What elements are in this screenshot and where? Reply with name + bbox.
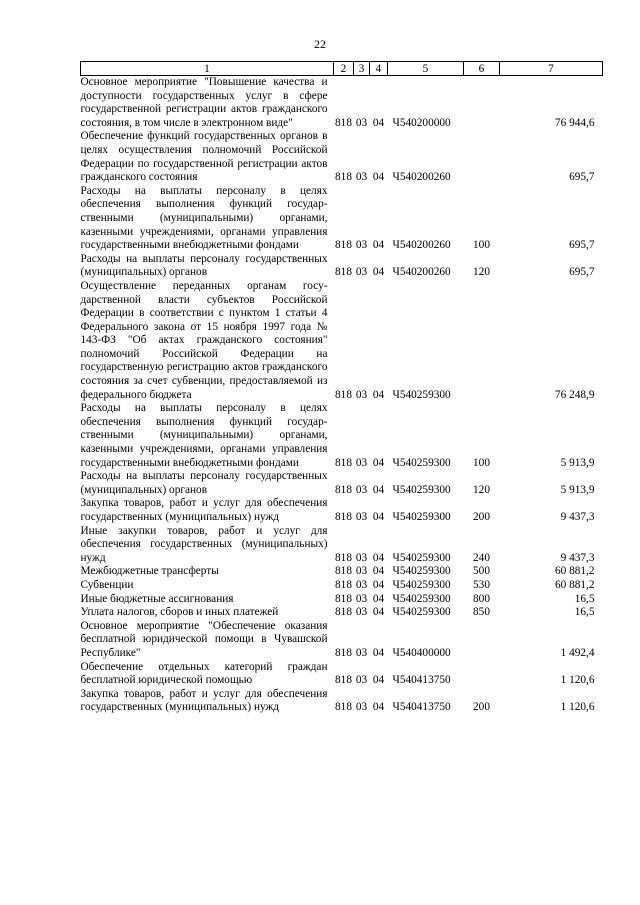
row-vr — [464, 76, 500, 131]
row-csr: Ч540259300 — [392, 483, 451, 496]
row-name: Осуществление переданных органам государственной власти субъектов Российской Федерации в соответствии с пунктом 1 статьи 4 Федерального закона от 15 ноября 1997 года № 143-ФЗ "Об актах гражданского состояния" полномочий Российской Федерации на государственную регистрацию актов гражданского состояния за счет субвенции, предоставляемой из федерального бюджета — [80, 279, 328, 401]
row-pr: 04 — [372, 511, 385, 523]
row-vr — [464, 661, 500, 688]
row-name: Субвенции — [80, 578, 134, 591]
row-sum: 695,7 — [569, 171, 595, 184]
table-row — [81, 620, 603, 661]
row-sum: 695,7 — [569, 239, 595, 252]
row-gr: 818 — [335, 239, 352, 252]
row-rz: 03 — [355, 511, 368, 523]
table-row — [81, 76, 603, 131]
row-rz: 03 — [355, 674, 368, 687]
row-pr: 04 — [372, 592, 385, 605]
row-name: Обеспечение отдельных категорий граждан бесплатной юридической помощью — [80, 660, 328, 687]
row-name: Межбюджетные трансферты — [80, 565, 219, 578]
row-sum: 60 881,2 — [554, 565, 595, 578]
header-cell: 1 — [81, 62, 334, 76]
row-pr: 04 — [372, 606, 385, 619]
table-row — [81, 402, 603, 470]
table-row — [81, 185, 603, 253]
row-rz: 03 — [355, 456, 368, 469]
header-cell: 3 — [354, 62, 370, 76]
row-name: Расходы на выплаты персоналу в целях обеспечения выполнения функций государственными (муниципальными) органами, казенными учреждениями, органами управления государственными внебюджетными фондами — [80, 402, 328, 469]
row-pr: 04 — [372, 483, 385, 496]
row-vr: 200 — [473, 511, 490, 523]
row-gr: 818 — [335, 646, 352, 659]
table-row — [81, 579, 603, 593]
row-rz: 03 — [355, 388, 368, 401]
row-sum: 60 881,2 — [554, 578, 595, 591]
row-rz: 03 — [355, 266, 368, 279]
row-gr: 818 — [335, 701, 352, 714]
row-pr: 04 — [372, 646, 385, 659]
row-csr: Ч540413750 — [392, 701, 451, 714]
row-csr: Ч540259300 — [392, 606, 451, 619]
table-row — [81, 661, 603, 688]
table-row — [81, 593, 603, 607]
row-gr: 818 — [335, 606, 352, 619]
row-rz: 03 — [355, 171, 368, 184]
row-csr: Ч540200260 — [392, 171, 451, 184]
table-row — [81, 688, 603, 715]
table-row — [81, 606, 603, 620]
row-rz: 03 — [355, 592, 368, 605]
table-row — [81, 253, 603, 280]
row-name: Иные закупки товаров, работ и услуг для обеспечения государственных (муниципальных) нужд — [80, 524, 328, 564]
row-name: Расходы на выплаты персоналу в целях обеспечения выполнения функций государственными (муниципальными) органами, казенными учреждениями, органами управления государственными внебюджетными фондами — [80, 184, 328, 252]
row-rz: 03 — [355, 606, 368, 619]
row-rz: 03 — [355, 646, 368, 659]
table-row — [81, 130, 603, 184]
row-sum: 1 120,6 — [560, 674, 595, 687]
row-rz: 03 — [355, 701, 368, 714]
row-pr: 04 — [372, 388, 385, 401]
row-sum: 76 248,9 — [554, 388, 595, 401]
row-vr — [464, 280, 500, 402]
row-name: Основное мероприятие "Обеспечение оказания бесплатной юридической помощи в Чувашской Республике" — [80, 619, 328, 659]
row-sum: 5 913,9 — [560, 483, 595, 496]
row-csr: Ч540259300 — [392, 388, 451, 401]
row-pr: 04 — [372, 565, 385, 578]
page-number: 22 — [314, 37, 326, 51]
row-pr: 04 — [372, 578, 385, 591]
row-vr: 500 — [473, 565, 490, 578]
row-rz: 03 — [355, 239, 368, 252]
header-cell: 6 — [464, 62, 500, 76]
row-pr: 04 — [372, 266, 385, 279]
row-sum: 16,5 — [574, 606, 595, 619]
row-csr: Ч540200000 — [392, 116, 451, 129]
row-vr: 100 — [473, 239, 490, 252]
header-row — [81, 62, 603, 76]
row-csr: Ч540413750 — [392, 674, 451, 687]
budget-table — [80, 61, 603, 715]
row-sum: 9 437,3 — [560, 511, 595, 523]
table-row — [81, 565, 603, 579]
table-row — [81, 525, 603, 566]
row-vr: 120 — [473, 483, 490, 496]
table-body — [81, 76, 603, 715]
header-cell: 7 — [500, 62, 603, 76]
table-row — [81, 497, 603, 524]
row-vr: 120 — [473, 266, 490, 279]
header-cell: 5 — [388, 62, 464, 76]
row-csr: Ч540259300 — [392, 511, 451, 523]
row-rz: 03 — [355, 565, 368, 578]
header-cell: 2 — [334, 62, 354, 76]
row-csr: Ч540259300 — [392, 578, 451, 591]
row-pr: 04 — [372, 239, 385, 252]
row-csr: Ч540200260 — [392, 239, 451, 252]
row-gr: 818 — [335, 388, 352, 401]
row-gr: 818 — [335, 116, 352, 129]
row-gr: 818 — [335, 483, 352, 496]
row-sum: 5 913,9 — [560, 456, 595, 469]
row-vr — [464, 130, 500, 184]
row-gr: 818 — [335, 565, 352, 578]
row-name: Закупка товаров, работ и услуг для обеспечения государственных (муниципальных) нужд — [80, 687, 328, 714]
row-pr: 04 — [372, 171, 385, 184]
row-vr: 200 — [473, 701, 490, 714]
row-gr: 818 — [335, 266, 352, 279]
row-pr: 04 — [372, 674, 385, 687]
row-name: Закупка товаров, работ и услуг для обеспечения государственных (муниципальных) нужд — [80, 497, 328, 523]
header-cell: 4 — [370, 62, 388, 76]
row-name: Иные бюджетные ассигнования — [80, 592, 234, 605]
table-row — [81, 280, 603, 402]
row-pr: 04 — [372, 456, 385, 469]
row-name: Уплата налогов, сборов и иных платежей — [80, 606, 279, 619]
row-gr: 818 — [335, 171, 352, 184]
row-vr: 800 — [473, 592, 490, 605]
row-name: Расходы на выплаты персоналу государственных (муниципальных) органов — [80, 470, 328, 496]
row-rz: 03 — [355, 483, 368, 496]
row-gr: 818 — [335, 511, 352, 523]
row-csr: Ч540200260 — [392, 266, 451, 279]
row-gr: 818 — [335, 456, 352, 469]
row-pr: 04 — [372, 551, 385, 564]
row-sum: 16,5 — [574, 592, 595, 605]
row-vr: 100 — [473, 456, 490, 469]
row-gr: 818 — [335, 674, 352, 687]
row-gr: 818 — [335, 551, 352, 564]
row-csr: Ч540400000 — [392, 646, 451, 659]
row-sum: 1 492,4 — [560, 646, 595, 659]
row-gr: 818 — [335, 578, 352, 591]
table-row — [81, 470, 603, 497]
row-vr: 530 — [473, 578, 490, 591]
row-name: Обеспечение функций государственных органов в целях осуществления полномочий Российской Федерации по государственной регистрации актов гражданского состояния — [80, 130, 328, 184]
row-vr — [464, 620, 500, 661]
row-vr: 850 — [473, 606, 490, 619]
row-csr: Ч540259300 — [392, 592, 451, 605]
row-sum: 695,7 — [569, 266, 595, 279]
row-gr: 818 — [335, 592, 352, 605]
row-sum: 1 120,6 — [560, 701, 595, 714]
row-pr: 04 — [372, 701, 385, 714]
row-name: Расходы на выплаты персоналу государственных (муниципальных) органов — [80, 252, 328, 279]
row-pr: 04 — [372, 116, 385, 129]
row-rz: 03 — [355, 578, 368, 591]
row-sum: 9 437,3 — [560, 551, 595, 564]
row-rz: 03 — [355, 551, 368, 564]
row-rz: 03 — [355, 116, 368, 129]
row-csr: Ч540259300 — [392, 456, 451, 469]
row-vr: 240 — [473, 551, 490, 564]
row-sum: 76 944,6 — [554, 116, 595, 129]
row-name: Основное мероприятие "Повышение качества и доступности государственных услуг в сфере государственной регистрации актов гражданского состояния, в том числе в электронном виде" — [80, 76, 328, 129]
row-csr: Ч540259300 — [392, 551, 451, 564]
row-csr: Ч540259300 — [392, 565, 451, 578]
